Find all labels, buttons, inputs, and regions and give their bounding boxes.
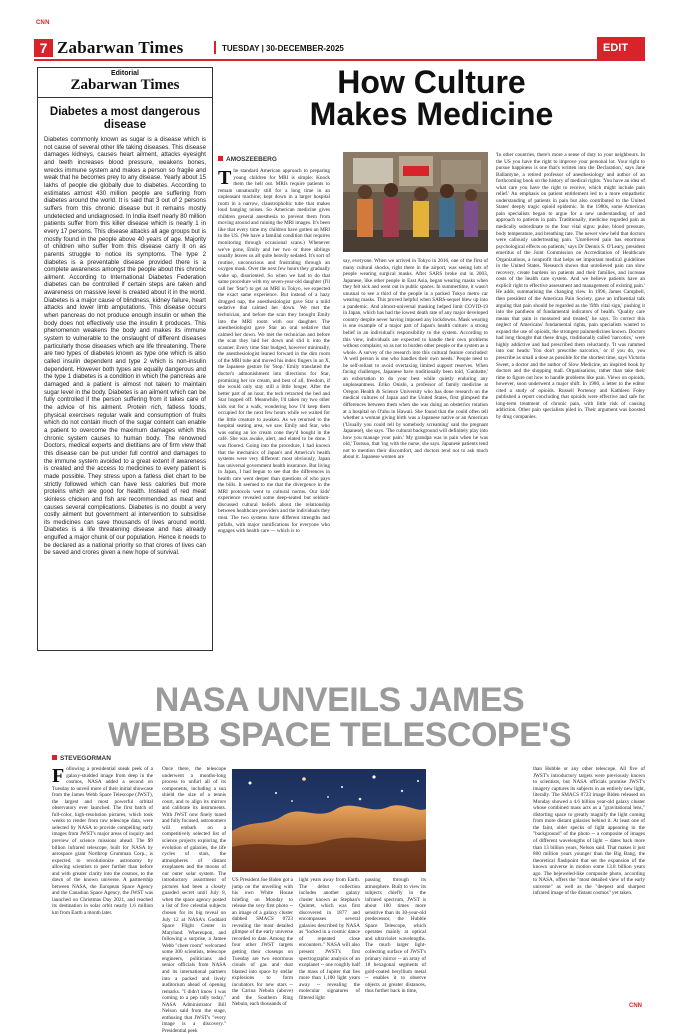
editorial-body: Diabetes commonly known as sugar is a disease which is not cause of several other life taking diseases. This disease damages kidneys, causes heart ailment, attacks eyesight and teeth increases blood pressure, weakens bones, wrecks immune system and makes a person so fragile and weak that he becomes prey to any disease. Yearly about 15 lakhs of people die globally due to diabetes. According to estimates almost 430 million people are suffering from diabetes around the world. It is said that 3 out of 2 persons suffers from this chronic disease but it remains mostly undetected and undiagnosed. In India itself nearly 80 million patients suffer from this killer disease which is nearly 1 in every 17 persons. This disease attacks all age groups but is mostly found in the people above 40 years of age. Majority of children who suffer from this disease carry it on as parents struggle to notice its symptoms. The type 2 diabetes is a preventable disease provided there is a complete awareness amongst the people about this chronic ailment. According to International Diabetes Federation diabetes can be controlled if certain steps are taken and awareness on massive level is created about it in the world. Diabetes is a major cause of blindness, kidney failure, heart attacks and lower limb amputations. This disease occurs when pancreas do not produce enough insulin or when the body does not effectively use the insulin it produces. This phenomenon weakens the body and makes its immune system to vulnerable to the onslaught of different diseases particularly those diseases which are life threatening. There are two types of diabetes known as type one which is also called insulin dependent and type 2 which is non-insulin dependent. However both types are equally dangerous and the type 1 diabetes is a condition in which the pancreas are damaged and a patient is almost not taken to maintain sugar level in the body. Diabetes is an ailment which can be fully controlled if the person suffering from it takes care of the advice of his ailment. Protein rich, fatless foods, physical exercises regular walk and consumption of fruits which do not contain much of the sugar content can enable a patient to overcome the maximum damages which this chronic system causes to human body. The renowned Doctors, medical experts and dietitians are of firm view that this disease can be put under full control and damages to the immune system avoided to a great extent if awareness is created and the access to medicines to every patient is made possible. They stress upon a fatless diet chart to be strictly followed which can have less calories but more proteins which are good for health. Instead of red meat skinless chicken and fish are recommended as meat and causes several complications. Diabetes is no doubt a very costly ailment but government al intervention to subsidise its medicines can save thousands of lives around world. Diabetes is a life threatening disease and has already engulfed a major chunk of our population. Hence it needs to be declared as a national priority so that crores of lives can be saved and crores given a new hope of survival. [44, 136, 206, 557]
nasa-column-1-text: ollowing a presidential sneak peek of a galaxy-studded image from deep in the cosmos, NASA added a second on Tuesday to unveil more of their initial showcase from the James Webb Space Telescope (JWST), the largest and most powerful orbital observatory ever launched. The first batch of full-color, high-resolution pictures, which took weeks to render from raw telescope data, were selected by NASA to provide compelling early images from JWST's major areas of inquiry and preview of science missions ahead. The $9 billion infrared telescope, built for NASA by aerospace giant Northrop Grumman Corp., is expected to revolutionize astronomy by allowing scientists to peer further than before and with greater clarity into the cosmos, to the dawn of the known universe. A partnership between NASA, the European Space Agency and the Canadian Space Agency, the JWST was launched on Christmas Day 2021, and reached its destination in solar orbit nearly 1.6 million km from Earth a month later. [52, 766, 153, 917]
dateline: TUESDAY | 30-DECEMBER-2025 [222, 44, 344, 53]
nasa-column-3a: US President Joe Biden got a jump on the unveiling with his own White House briefing on Monday to release the very first photo -- an image of a galaxy cluster dubbed SMACS 0723 revealing the most detailed glimpse of the early universe recorded to date. Among the four other JWST targets getting their closeups on Tuesday are two enormous clouds of gas and dust blasted into space by stellar explosions to form incubators for new stars -- the Carina Nebula (above) and the Southern Ring Nebula, each thousands of [232, 877, 293, 1008]
nasa-column-3b: light years away from Earth. The debut collection includes another galaxy cluster known as Stephan's Quintet, which was first discovered in 1877 and encompasses several galaxies described by NASA as "locked in a cosmic dance of repeated close encounters." NASA will also present JWST's first spectrographic analysis of an exoplanet -- one roughly half the mass of Jupiter that lies more than 1,100 light years away -- revealing the molecular signatures of filtered light [299, 877, 360, 1001]
editorial-box [37, 67, 213, 651]
nasa-headline [34, 683, 645, 753]
header-rule [34, 59, 645, 61]
culture-byline: AMOSZEEBERG [218, 156, 277, 163]
nasa-byline: STEVEGORMAN [52, 755, 111, 762]
page-header [0, 0, 680, 64]
culture-headline [218, 66, 645, 130]
culture-headline-line2: Makes Medicine [309, 96, 554, 132]
nasa-headline-line2: WEBB SPACE TELESCOPE'S [107, 716, 572, 754]
section-tab: EDIT [597, 37, 645, 59]
editorial-kicker: Editorial [110, 70, 139, 77]
brand-logo: CNN [36, 20, 50, 26]
editorial-title: Diabetes a most dangerous disease [49, 106, 201, 131]
culture-column-1-text: he standard American approach to preparing young children for MRI is simple: Knock them the hell out. MRIs require patients to remain unnaturally still for a long time in an unpleasant machine; kept down in a larger hospital room in a narrow, claustrophobic tube that makes loud banging noises. So American medicine gives children general anesthesia to prevent them from moving around and ruining the MRI images. It's been like that every time my children have gotten an MRI in the US. (We have a familial condition that requires monitoring through occasional scans.) Whenever we've gone, Emily and her two or three siblings usually leaves us all quite heavily sedated. It's sort of routine, unconscious and frustrating through an oxygen mask. Over the next few hours they gradually wake up, disoriented. So when we had to do that same procedure with my seven-year-old daughter (I'll call her 'Star') to get an MRI in Tokyo, we expected the exact same experience. But instead of a hazy drugged nap, the anesthesiologist gave Star a mild sedative that calmed her down. We met the technician, and before the scan they brought Emily into the MRI room with our daughter. The anesthesiologist gave Star an oral sedative that calmed her down. We met the technician and before the scan they laid her down and slid it into the scanner. Every time Star budged, however minimally, the anesthesiologist leaned forward in the dim room of the MRI tube and moved his index fingers in an X, the Japanese gesture for 'Stop.' Emily translated the doctor's admonishment into directions for Star, promising her ice cream, and best of all, freedom, if she would only stay still a little longer. After the better part of an hour, the tech retracted the bed and Star hopped off. Meanwhile, I'd taken my two other kids out for a walk, wondering how I'd keep them occupied for the next few hours while we waited for the little creature to awaken. As we returned to the hospital seating area, we saw Emily and Star, who was eating an ice cream cone they'd bought in the café. She was awake, alert, and elated to be done. I was floored. Going into the procedure, I had known that the mechanics of Japan's and America's health systems were very different: most obviously, Japan has universal government health insurance. But living in Japan, I had begun to see that the differences in health care went deeper than questions of who pays the bills. It seemed to me that the divergence in the MRI protocols went to cultural norms. Our kids' experience revealed some deep-seated but seldom-discussed cultural beliefs about the relationship between healthcare providers and the individuals they treat. The two systems have different strengths and pitfalls, with major ramifications for everyone who engages with health care — which is to [218, 168, 330, 535]
culture-column-1 [218, 168, 330, 656]
nasa-column-3c: passing through its atmosphere. Built to view its subjects chiefly in the infrared spectrum, JWST is about 100 times more sensitive than its 30-year-old predecessor, the Hubble Space Telescope, which operates mainly at optical and ultraviolet wavelengths. The much larger light-collecting surface of JWST's primary mirror -- an array of 18 hexagonal segments of gold-coated beryllium metal -- enables it to observe objects at greater distances, thus further back in time, [365, 877, 426, 995]
footer-brand-logo: CNN [629, 1003, 642, 1009]
page-number: 7 [34, 39, 53, 57]
nasa-column-4: than Hubble or any other telescope. All five of JWST's introductory targets were previously known to scientists, but NASA officials promise JWST's imagery captures its subjects in an entirely new light, literally. The SMACS 0723 image Biden released on Monday showed a 4.6 billion year-old galaxy cluster whose combined mass acts as a "gravitational lens," distorting space to greatly magnify the light coming from more distant galaxies behind it. At least one of the faint, older specks of light appearing in the "background" of the photo -- a composite of images of different wavelengths of light -- dates back more than 13 billion years, Nelson said. That makes it just 800 million years younger than the Big Bang, the theoretical flashpoint that set the expansion of the known universe in motion some 13.8 billion years ago. The bejeweled-like composite photo, according to NASA, offers the "most detailed view of the early universe" as well as the "deepest and sharpest infrared image of the distant cosmos" yet taken. [533, 766, 645, 897]
nasa-column-1 [52, 766, 153, 1002]
culture-column-2: say, everyone. When we arrived in Tokyo in 2016, one of the first of many cultural shocks, right there in the airport, was seeing lots of people wearing surgical masks. After SARS broke out in 2003, Japanese, like other people in East Asia, began wearing masks when they felt sick and went out in public spaces. In summertime, it wasn't unusual to see a third of the people in a packed Tokyo metro car wearing masks. This proved helpful when SARS-sequel blew up into a pandemic. And almost-universal masking helped limit COVID-19 in Japan, which has had the lowest death rate of any major developed country despite never having imposed any lockdowns. Mask wearing is one example of a major part of Japan's health culture: a strong belief in an individual's responsibility to the system. According to this view, individuals are expected to handle their own problems without complaint, so as not to burden other people or the system as a whole. A survey of the research into this cultural feature concluded: 'A well person is one who handles their own needs.' People need to be self-reliant to avoid overtaxing limited support reserves. When facing challenges, Japanese have traditionally been told, 'Ganbatte,' an exhortation to do your best while quietly enduring any unpleasantness. Eriko Onishi, a professor of family medicine at Oregon Health & Science University who has done research on the medical cultures of Japan and the United States, first glimpsed the differences between them when she was doing an obstetrics rotation at a hospital on O'ahu in Hawaii. She found that the could often tell whether a woman giving birth was a Japanese native or an American ('Usually you could tell by somebody screaming' said the pregnant Japanese), she says. 'The cultural background will definitely play into how you manage your pain.' My grandpa was in pain when he was old,' Tsutsuo, that 'ing with the nurse, she says. Japanese patients tend not to mention their discomfort, and doctors tend not to ask much about it. Japanese women are [343, 258, 488, 461]
editorial-header [38, 68, 212, 98]
carina-nebula-illustration [232, 769, 426, 872]
carina-nebula-photo [232, 769, 426, 872]
masthead: Zabarwan Times [57, 38, 184, 57]
culture-dropcap: T [218, 167, 232, 189]
nasa-dropcap: F [52, 765, 65, 787]
hospital-photo-illustration [343, 152, 488, 252]
header-divider [214, 41, 216, 54]
culture-column-4: 'In other countries, there's more a sense of duty to your neighbours. In the US you have the right to improve your personal lot. Your right to pursue happiness is one that's written into the Declaration,' says Jane Ballantyne, a retired professor of anesthesiology and author of an forthcoming book on the history of medical rights. 'You have an idea of what care you have the right to receive, which might include pain relief.' An emphasis on patient entitlement led to a more empathetic understanding of patients in pain but also contributed to the United States' deeply tragic opioid epidemic. In the 1980s, some American pain specialists began to argue for a new understanding of and approach to patients in pain. Traditionally, medicine regarded pain as medically subordinate to the four vital signs: pulse, blood pressure, body temperature, and breathing rate. The newer view held that doctors were callously undertreating pain. 'Unrelieved pain has enormous psychological effects on patients,' says Dr Dennis S. O'Leary, president emeritus of the Joint Commission on Accreditation of Healthcare Organizations, a nonprofit that helps set important medical guidelines in the United States. 'Research shows that unrelieved pain can slow recovery, create burdens on patients and their families, and increase costs of the health care system. And we believe patients have an explicit right to effective assessment and management of existing pain.' He adds, summarising the changing view. In 1996, James Campbell, then president of the American Pain Society, gave an influential talk arguing that pain should be regarded as the 'fifth vital sign,' pushing it into the pantheon of fundamental indicators of health. 'Quality care means that pain is measured and treated,' he says. To correct this neglect of Americans' fundamental rights, pain specialists wanted to expand the use of opioids, the strongest painmedicines known. Doctors had long thought that these drugs, traditionally called 'narcotics,' were highly addictive and had prescribed them reluctantly. 'It was rammed into our heads: You don't prescribe narcotics,' or if you do, you prescribe as small a dose as possible for the shortest time, says Victoria Sweet, a doctor and the author of Slow Medicine, an inspired book by doctors and the shopping mall. Organisations, rather than take their time to figure out how to handle problems like pain. Views on opioids, however, soon underwent a major shift. In 1980, a letter to the editor cited a study of opioids. Russell Portenoy and Kathleen Foley published a report concluding that opioids were effective and safe for long-term treatment of chronic pain, with little risk of causing addiction. Other pain specialists piled in. Their argument was boosted by drug companies. [496, 152, 645, 420]
hospital-photo [343, 152, 488, 252]
nasa-headline-line1: NASA UNVEILS JAMES [154, 681, 525, 719]
editorial-masthead: Zabarwan Times [70, 77, 180, 93]
culture-headline-line1: How Culture [337, 64, 526, 100]
nasa-column-2: Once there, the telescope underwent a months-long process to unfurl all of its components, including a sun shield the size of a tennis court, and to align its mirrors and calibrate its instruments. With JWST now finely tuned and fully focused, astronomers will embark on a competitively selected list of science projects exploring the evolution of galaxies, the life cycles of stars, the atmospheres of distant exoplanets and the moons of our outer solar system. The introductory assortment of pictures had been a closely guarded secret until July 8, when the space agency posted a list of five celestial subjects chosen for its big reveal on July 12 at NASA's Goddard Space Flight Center in Maryland. Whereupon, and following a surprise, a Jamee Webb "cheer room" welcomed some 300 scientists, telescope engineers, politicians and senior officials from NASA and its international partners into a packed and lively auditorium ahead of opening remarks. "I didn't know I was coming to a pep rally today," NASA Administrator Bill Nelson said from the stage, enthusing that JWST's "every image is a discovery." Presidential peek [162, 766, 226, 1034]
